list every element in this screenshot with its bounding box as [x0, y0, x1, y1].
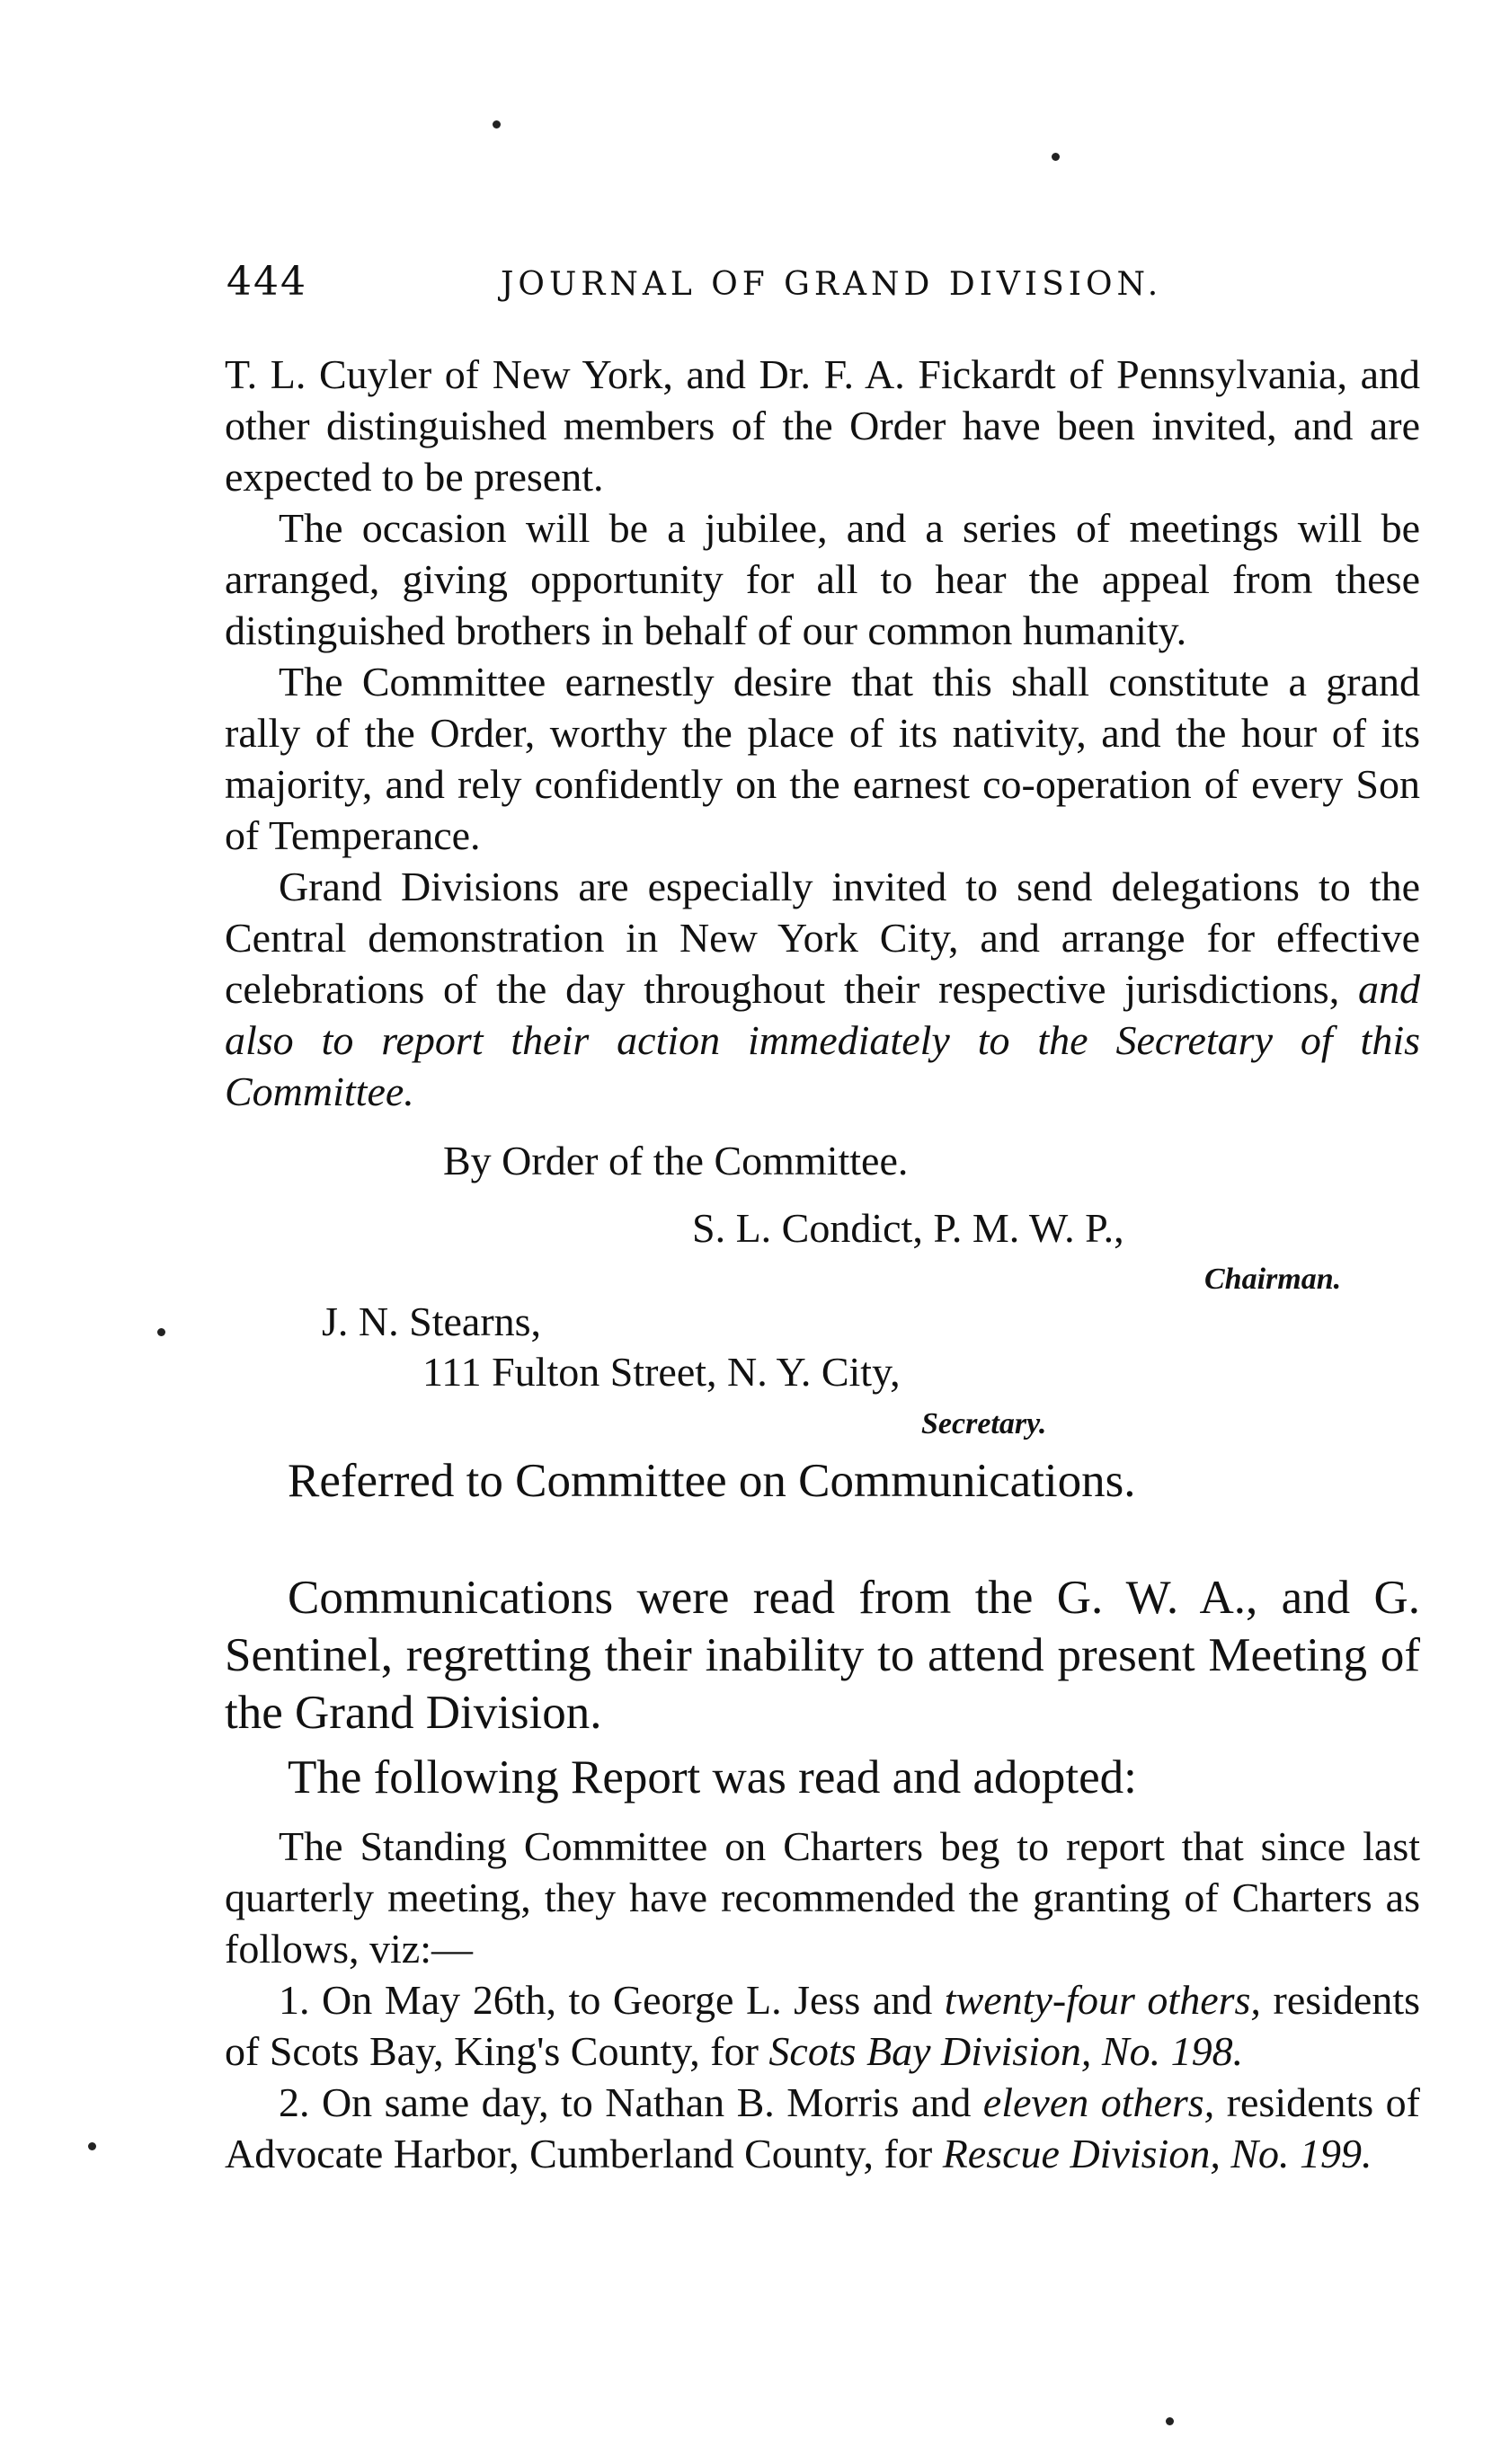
paragraph: T. L. Cuyler of New York, and Dr. F. A. Fickardt of Pennsylvania, and other distinguished members of the Order have been invited, and are expected to be present.: [225, 351, 1420, 500]
list-item-italic: twenty-four others,: [944, 1977, 1261, 2023]
paragraph-text: Grand Divisions are especially invited to send delegations to the Central demonstration in New York City, and arrange for effective celebrations of the day throughout their respective jurisdictions,: [225, 864, 1420, 1012]
paragraph: Communications were read from the G. W. A., and G. Sentinel, regretting their inability to attend present Meeting of the Grand Division.: [225, 1572, 1420, 1739]
paragraph: Referred to Committee on Communications.: [288, 1455, 1136, 1507]
chairman-title: Chairman.: [1204, 1263, 1342, 1296]
by-order-line: By Order of the Committee.: [443, 1138, 909, 1183]
paragraph: [225, 861, 1420, 1117]
speck-mark: [157, 1328, 165, 1336]
list-item: [225, 2077, 1420, 2179]
list-item-text: residents of Scots Bay, King's County, for: [225, 1977, 1421, 2074]
paragraph: The Standing Committee on Charters beg to report that since last quarterly meeting, they have recommended the granting of Charters as follows, viz:—: [225, 1823, 1420, 1972]
paragraph: The Committee earnestly desire that this shall constitute a grand rally of the Order, worthy the place of its nativity, and the hour of its majority, and rely confidently on the earnest co-operation of every Son of Temperance.: [225, 659, 1420, 858]
chairman-name: S. L. Condict, P. M. W. P.,: [692, 1205, 1124, 1251]
paragraph-italic-text: and also to report their action immediately to the Secretary of this Committee.: [225, 966, 1421, 1114]
list-item-italic: Rescue Division, No. 199.: [942, 2131, 1372, 2176]
charters-report: [225, 1821, 1420, 2179]
running-title: JOURNAL OF GRAND DIVISION.: [501, 266, 1163, 303]
page-number: 444: [226, 259, 307, 305]
minutes-report-intro: [225, 1749, 1420, 1806]
secretary-address: 111 Fulton Street, N. Y. City,: [422, 1349, 901, 1395]
minutes-referred: [225, 1452, 1420, 1510]
list-item-text: 1. On May 26th, to George L. Jess and: [279, 1977, 933, 2023]
speck-mark: [493, 120, 501, 129]
speck-mark: [1052, 153, 1060, 161]
page-header: [226, 259, 1422, 313]
list-item-text: 2. On same day, to Nathan B. Morris and: [279, 2079, 972, 2125]
secretary-name: J. N. Stearns,: [322, 1298, 542, 1344]
list-item-italic: eleven others,: [982, 2079, 1215, 2125]
paragraph: The occasion will be a jubilee, and a series of meetings will be arranged, giving opportunity for all to hear the appeal from these distinguished brothers in behalf of our common humanity.: [225, 505, 1420, 653]
list-item-italic: Scots Bay Division, No. 198.: [768, 2028, 1244, 2074]
speck-mark: [1166, 2417, 1174, 2425]
circular-body: [225, 349, 1420, 1117]
list-item-text: residents of Advocate Harbor, Cumberland County, for: [225, 2079, 1420, 2176]
paragraph: The following Report was read and adopted:: [288, 1751, 1137, 1804]
speck-mark: [88, 2142, 96, 2150]
secretary-title: Secretary.: [921, 1407, 1047, 1440]
list-item: [225, 1974, 1420, 2077]
minutes-communications: [225, 1569, 1420, 1742]
